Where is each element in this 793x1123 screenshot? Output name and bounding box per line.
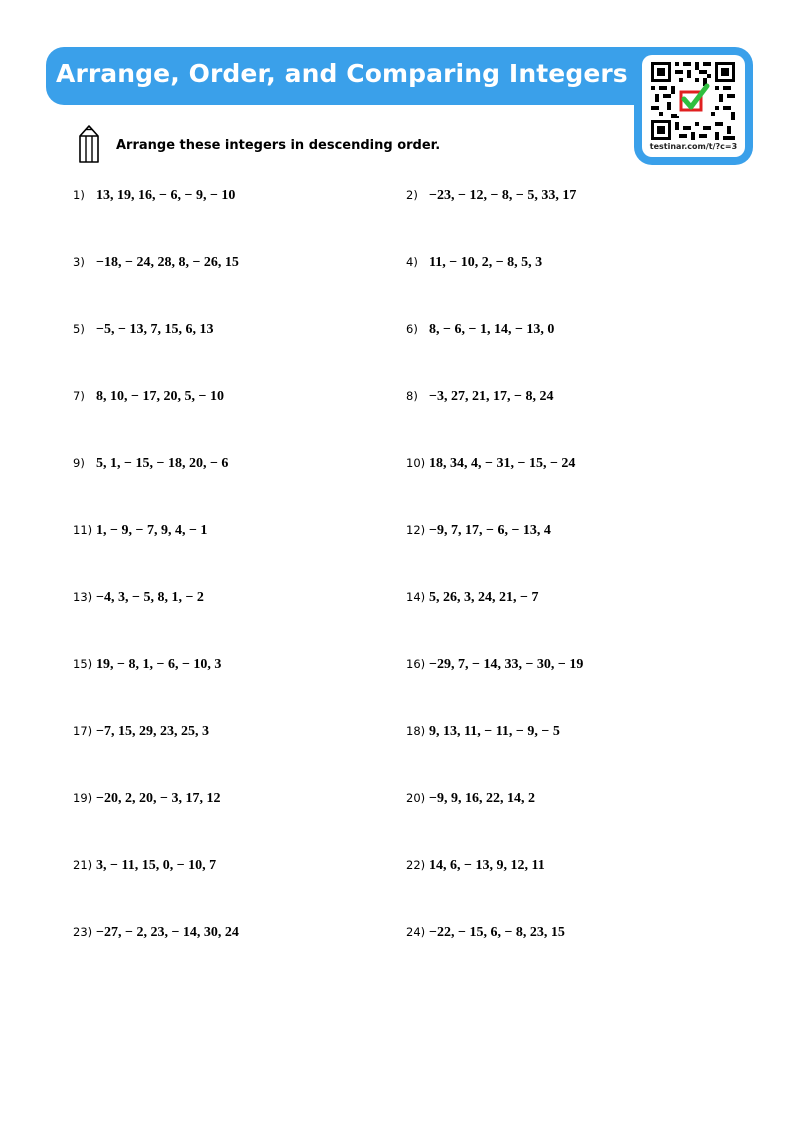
problem-item: [73, 655, 221, 675]
problem-number: 2): [406, 188, 418, 202]
problem-number: 18): [406, 724, 426, 738]
problem-values: −3, 27, 21, 17, − 8, 24: [429, 389, 554, 404]
problem-item: [406, 923, 565, 943]
page-title: Arrange, Order, and Comparing Integers: [56, 59, 628, 88]
problem-values: 8, − 6, − 1, 14, − 13, 0: [429, 322, 555, 337]
qr-code-panel[interactable]: [634, 47, 753, 165]
problem-item: [73, 722, 209, 742]
problem-values: −7, 15, 29, 23, 25, 3: [96, 724, 209, 739]
problem-number: 10): [406, 456, 426, 470]
problem-item: [406, 722, 560, 742]
problem-item: [73, 387, 224, 407]
instruction-text: Arrange these integers in descending order.: [116, 138, 441, 153]
problem-number: 13): [73, 590, 93, 604]
problem-values: 1, − 9, − 7, 9, 4, − 1: [96, 523, 208, 538]
problem-number: 22): [406, 858, 426, 872]
problem-number: 11): [73, 523, 93, 537]
problem-values: 5, 26, 3, 24, 21, − 7: [429, 590, 539, 605]
problem-item: [406, 253, 542, 273]
problem-item: [406, 186, 576, 206]
problem-values: 19, − 8, 1, − 6, − 10, 3: [96, 657, 222, 672]
problem-number: 23): [73, 925, 93, 939]
problem-number: 17): [73, 724, 93, 738]
problem-item: [73, 253, 239, 273]
problem-item: [73, 521, 207, 541]
problem-values: −29, 7, − 14, 33, − 30, − 19: [429, 657, 584, 672]
problem-item: [73, 320, 213, 340]
problem-item: [73, 588, 204, 608]
problem-values: 13, 19, 16, − 6, − 9, − 10: [96, 188, 236, 203]
problem-item: [406, 320, 554, 340]
problem-number: 14): [406, 590, 426, 604]
problem-values: 18, 34, 4, − 31, − 15, − 24: [429, 456, 576, 471]
problem-number: 3): [73, 255, 85, 269]
problem-item: [406, 856, 545, 876]
qr-url-text: testinar.com/t/?c=3: [649, 142, 738, 151]
problem-item: [73, 923, 239, 943]
problem-values: 9, 13, 11, − 11, − 9, − 5: [429, 724, 560, 739]
problem-values: 11, − 10, 2, − 8, 5, 3: [429, 255, 543, 270]
problem-item: [406, 789, 535, 809]
problem-number: 12): [406, 523, 426, 537]
problem-item: [73, 454, 228, 474]
problem-number: 21): [73, 858, 93, 872]
problem-number: 9): [73, 456, 85, 470]
problem-number: 6): [406, 322, 418, 336]
problem-values: 5, 1, − 15, − 18, 20, − 6: [96, 456, 229, 471]
problem-item: [406, 454, 575, 474]
qr-code-card: [642, 55, 745, 157]
problem-number: 5): [73, 322, 85, 336]
title-banner: [46, 47, 666, 105]
pencil-icon: [78, 124, 100, 164]
problem-values: 3, − 11, 15, 0, − 10, 7: [96, 858, 217, 873]
problem-values: −9, 9, 16, 22, 14, 2: [429, 791, 535, 806]
problem-number: 20): [406, 791, 426, 805]
problem-values: −27, − 2, 23, − 14, 30, 24: [96, 925, 239, 940]
qr-code-icon: [651, 62, 735, 140]
problem-values: −20, 2, 20, − 3, 17, 12: [96, 791, 221, 806]
problem-number: 15): [73, 657, 93, 671]
problem-number: 24): [406, 925, 426, 939]
problem-item: [73, 856, 216, 876]
problem-values: −4, 3, − 5, 8, 1, − 2: [96, 590, 204, 605]
problem-values: −22, − 15, 6, − 8, 23, 15: [429, 925, 565, 940]
problem-values: −23, − 12, − 8, − 5, 33, 17: [429, 188, 577, 203]
problem-number: 1): [73, 188, 85, 202]
problem-item: [406, 387, 553, 407]
problem-values: −18, − 24, 28, 8, − 26, 15: [96, 255, 239, 270]
problem-values: 8, 10, − 17, 20, 5, − 10: [96, 389, 224, 404]
problem-item: [73, 186, 235, 206]
problem-number: 7): [73, 389, 85, 403]
problem-item: [406, 655, 583, 675]
problem-item: [406, 521, 551, 541]
problem-values: −5, − 13, 7, 15, 6, 13: [96, 322, 214, 337]
problem-number: 19): [73, 791, 93, 805]
problem-item: [406, 588, 538, 608]
problem-number: 8): [406, 389, 418, 403]
problem-number: 16): [406, 657, 426, 671]
problem-values: 14, 6, − 13, 9, 12, 11: [429, 858, 545, 873]
problem-number: 4): [406, 255, 418, 269]
problem-item: [73, 789, 220, 809]
problem-values: −9, 7, 17, − 6, − 13, 4: [429, 523, 551, 538]
